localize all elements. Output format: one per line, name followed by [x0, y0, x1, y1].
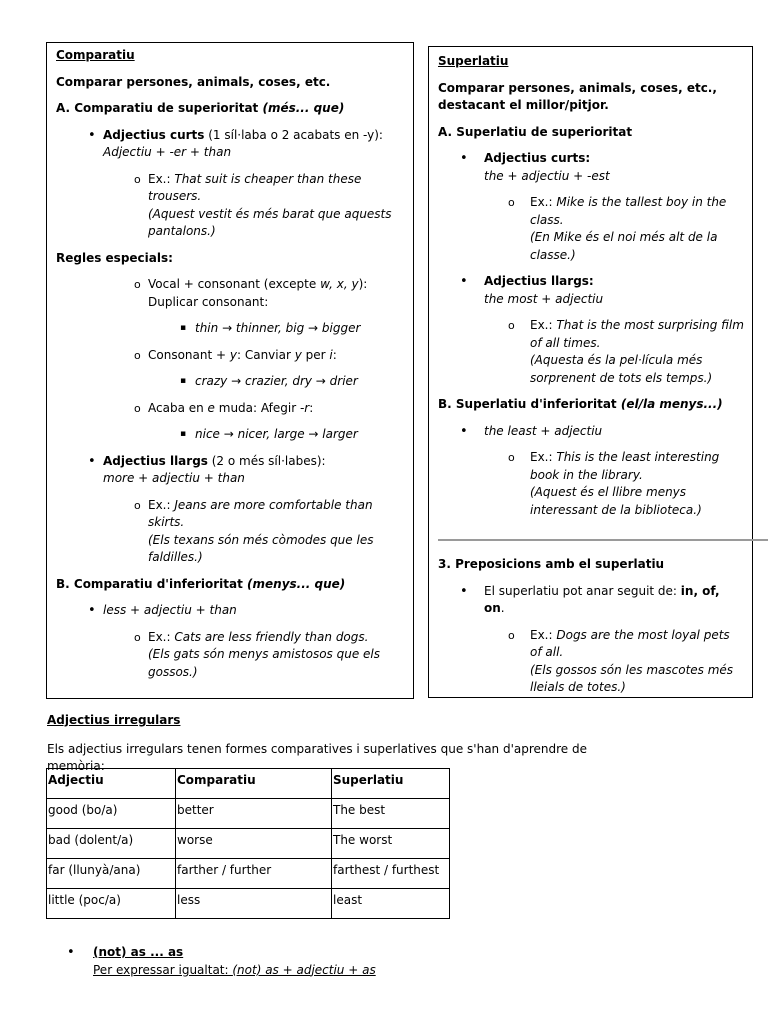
list-item: • Adjectius llargs: the most + adjectiu — [460, 274, 604, 306]
superlatiu-box — [428, 46, 753, 698]
list-item: • Adjectius llargs (2 o més síl·labes): more + adjectiu + than — [88, 453, 326, 485]
list-item: • El superlatiu pot anar seguit de: in, of, on. — [460, 583, 720, 615]
as-as-text: Per expressar igualtat: (not) as + adjectiu + as — [93, 962, 376, 977]
bullet-circle: o — [508, 319, 515, 332]
table-cell: worse — [176, 829, 332, 859]
rule-item: o Acaba en e muda: Afegir -r: — [56, 400, 405, 418]
table-cell: bad (dolent/a) — [47, 829, 176, 859]
as-as-section — [47, 944, 647, 988]
bullet-disc: • — [88, 453, 96, 469]
table-cell: far (llunyà/ana) — [47, 859, 176, 889]
bullet-circle: o — [134, 498, 141, 512]
superlatiu-intro: Comparar persones, animals, coses, etc., destacant el millor/pitjor. — [438, 80, 717, 112]
example-item: o Ex.: That suit is cheaper than these trousers. (Aquest vestit és més barat que aquests pantalons.) — [134, 171, 392, 238]
bullet-circle: o — [134, 278, 141, 291]
bullet-square: ▪ — [180, 376, 187, 386]
irregulars-intro: Els adjectius irregulars tenen formes comparatives i superlatives que s'han d'aprendre de memòria: — [47, 741, 587, 773]
prepositions-title: 3. Preposicions amb el superlatiu — [438, 557, 665, 571]
bullet-circle: o — [508, 628, 515, 642]
example-item: o Ex.: Cats are less friendly than dogs. (Els gats són menys amistosos que els gossos.) — [134, 629, 380, 679]
bullet-disc: • — [460, 151, 468, 166]
bullet-circle: o — [508, 451, 515, 464]
rule-example: ▪ nice → nicer, large → larger — [56, 426, 405, 444]
list-item — [47, 944, 647, 979]
comparatiu-title: Comparatiu — [56, 48, 135, 62]
as-as-label: (not) as ... as — [93, 945, 184, 959]
superlatiu-section-b: B. Superlatiu d'inferioritat (el/la menys...) — [438, 397, 723, 411]
comparatiu-box — [46, 42, 414, 699]
rule-item: o Consonant + y: Canviar y per i: — [56, 347, 405, 365]
table-cell: less — [176, 889, 332, 919]
rule-item: o Vocal + consonant (excepte w, x, y): Duplicar consonant: — [134, 277, 368, 309]
bullet-circle: o — [134, 172, 141, 186]
example-item: o Ex.: This is the least interesting book in the library. (Aquest és el llibre menys interessant de la biblioteca.) — [508, 450, 720, 517]
bullet-disc: • — [460, 583, 468, 599]
table-row — [47, 889, 450, 919]
list-item: • less + adjectiu + than — [88, 603, 237, 618]
table-row — [47, 829, 450, 859]
table-header-row — [47, 769, 450, 799]
table-cell: The worst — [332, 829, 450, 859]
table-cell: good (bo/a) — [47, 799, 176, 829]
bullet-circle: o — [134, 630, 141, 644]
bullet-square: ▪ — [180, 429, 187, 439]
list-item: • Adjectius curts (1 síl·laba o 2 acabats en -y): Adjectiu + -er + than — [88, 127, 383, 159]
bullet-circle: o — [508, 196, 515, 209]
irregulars-title: Adjectius irregulars — [47, 713, 181, 727]
table-cell: better — [176, 799, 332, 829]
rule-example: ▪ thin → thinner, big → bigger — [56, 320, 405, 338]
table-header: Superlatiu — [332, 769, 450, 799]
table-header: Comparatiu — [176, 769, 332, 799]
superlatiu-title: Superlatiu — [438, 54, 509, 68]
irregulars-table — [46, 768, 450, 919]
bullet-disc: • — [88, 603, 96, 618]
table-header: Adjectiu — [47, 769, 176, 799]
list-item: • Adjectius curts: the + adjectiu + -est — [460, 151, 610, 183]
comparatiu-section-b: B. Comparatiu d'inferioritat (menys... que) — [56, 576, 346, 591]
table-cell: farther / further — [176, 859, 332, 889]
superlatiu-section-a: A. Superlatiu de superioritat — [438, 124, 633, 139]
rules-title: Regles especials: — [56, 250, 173, 265]
example-item: o Ex.: Dogs are the most loyal pets of all. (Els gossos són les mascotes més lleials de totes.) — [508, 627, 734, 694]
rule-example: ▪ crazy → crazier, dry → drier — [56, 373, 405, 391]
bullet-square: ▪ — [180, 323, 187, 333]
comparatiu-section-a: A. Comparatiu de superioritat (més... que) — [56, 101, 345, 115]
bullet-circle: o — [134, 348, 141, 362]
bullet-disc: • — [67, 945, 75, 960]
bullet-disc: • — [88, 127, 96, 143]
list-item: • the least + adjectiu — [460, 423, 603, 439]
table-cell: The best — [332, 799, 450, 829]
table-cell: farthest / furthest — [332, 859, 450, 889]
table-cell: little (poc/a) — [47, 889, 176, 919]
bullet-disc: • — [460, 274, 468, 289]
table-row — [47, 859, 450, 889]
example-item: o Ex.: Mike is the tallest boy in the class. (En Mike és el noi més alt de la classe.) — [508, 195, 727, 262]
comparatiu-intro: Comparar persones, animals, coses, etc. — [56, 74, 331, 89]
bullet-disc: • — [460, 423, 468, 439]
table-cell: least — [332, 889, 450, 919]
bullet-circle: o — [134, 401, 141, 415]
example-item: o Ex.: Jeans are more comfortable than skirts. (Els texans són més còmodes que les faldilles.) — [134, 497, 374, 564]
example-item: o Ex.: That is the most surprising film of all times. (Aquesta és la pel·lícula més sorprenent de tots els temps.) — [508, 318, 744, 385]
horizontal-divider — [438, 539, 768, 541]
table-row — [47, 799, 450, 829]
